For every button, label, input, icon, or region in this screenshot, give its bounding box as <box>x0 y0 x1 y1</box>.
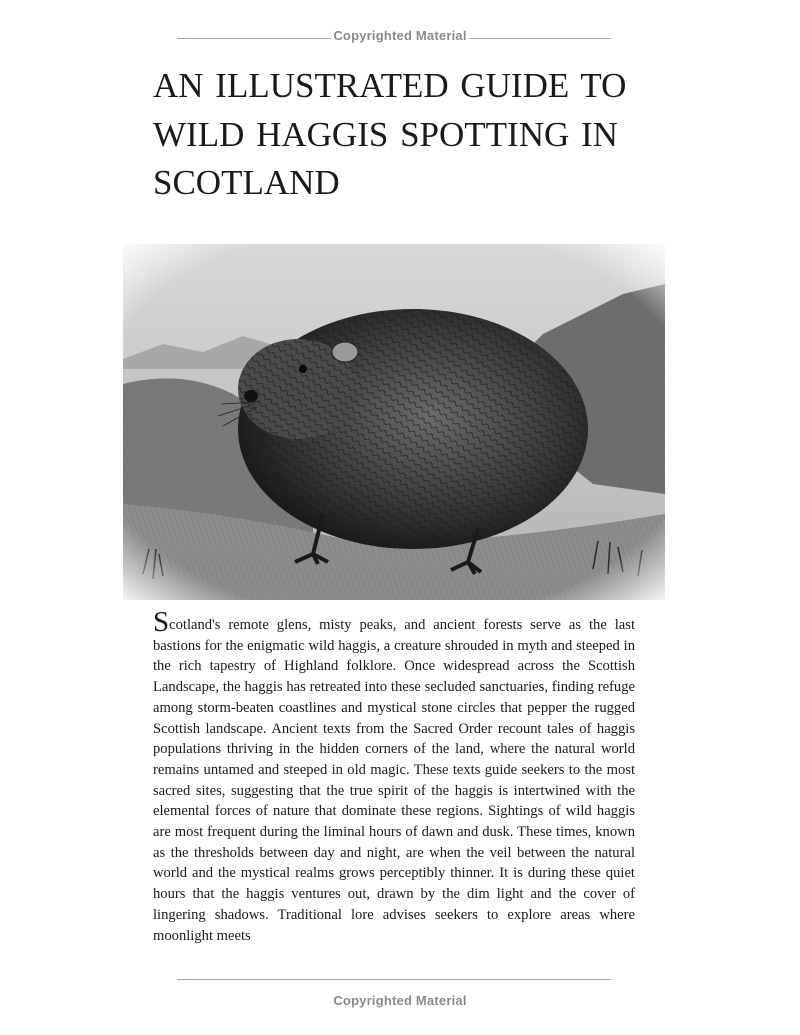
body-paragraph <box>153 612 635 962</box>
haggis-engraving-illustration <box>123 244 665 600</box>
page-title: AN ILLUSTRATED GUIDE TO WILD HAGGIS SPOTTING IN SCOTLAND <box>153 66 627 202</box>
header-watermark: Copyrighted Material <box>333 28 467 43</box>
footer-rule <box>177 979 611 980</box>
body-text: cotland's remote glens, misty peaks, and ancient forests serve as the last bastions for the enigmatic wild haggis, a creature shrouded in myth and steeped in the rich tapestry of Highland folklore. Once widespread across the Scottish Landscape, the haggis has retreated into these secluded sanctuaries, finding refuge among storm-beaten coastlines and mystical stone circles that pepper the rugged Scottish landscape. Ancient texts from the Sacred Order recount tales of haggis populations thriving in the hidden corners of the land, where the natural world remains untamed and steeped in old magic. These texts guide seekers to the most sacred sites, suggesting that the true spirit of the haggis is intertwined with the elemental forces of nature that dominate these regions. Sightings of wild haggis are most frequent during the liminal hours of dawn and dusk. These times, known as the thresholds between day and night, are when the veil between the natural world and the mystical realms grows perceptibly thinner. It is during these quiet hours that the haggis ventures out, drawn by the dim light and the cover of lingering shadows. Traditional lore advises seekers to explore areas where moonlight meets <box>153 617 635 944</box>
drop-cap: S <box>153 612 170 638</box>
footer-watermark: Copyrighted Material <box>333 993 467 1008</box>
